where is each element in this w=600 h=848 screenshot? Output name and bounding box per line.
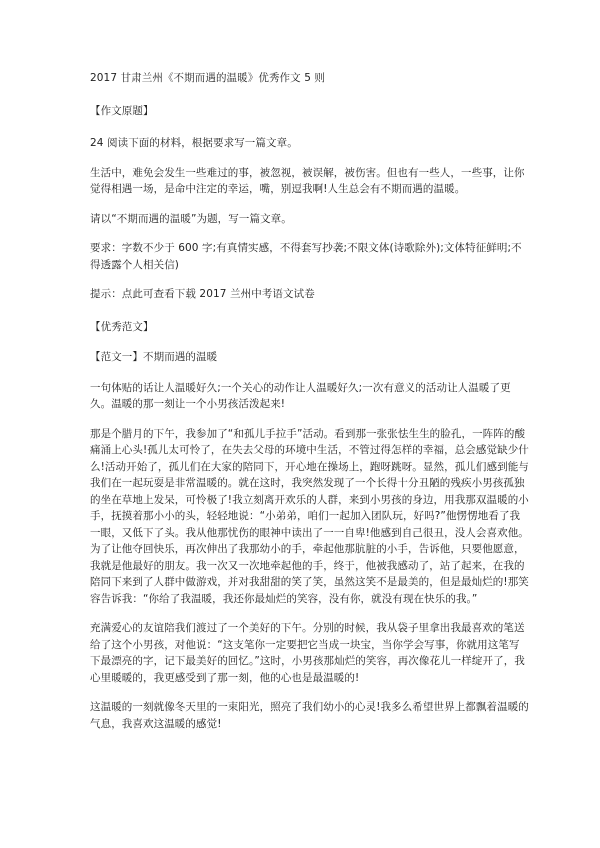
prompt-material: 生活中，难免会发生一些难过的事，被忽视，被误解，被伤害。但也有一些人，一些事，让你觉得相遇一场，是命中注定的幸运，嘴，别逗我啊!人生总会有不期而遇的温暖。 (90, 166, 525, 195)
document-title: 2017 甘肃兰州《不期而遇的温暖》优秀作文 5 则 (90, 72, 326, 84)
essay-paragraph-3: 充满爱心的友谊陪我们渡过了一个美好的下午。分别的时候，我从袋子里拿出我最喜欢的笔送给了这个小男孩，对他说：“这支笔你一定要把它当成一块宝，当你学会写事，你就用这笔写下最漂亮的字，记下最美好的回忆。”这时，小男孩那灿烂的笑容，再次像花儿一样绽开了，我心里暖暖的，我更感受到了那一刻，他的心也是最温暖的! (90, 622, 525, 684)
essay-paragraph-2: 那是个腊月的下午，我参加了“和孤儿手拉手”活动。看到那一张张怯生生的脸孔，一阵阵的酸痛涌上心头!孤儿太可怜了，在失去父母的环境中生活，不管过得怎样的幸福，总会感觉缺少什么!活动开始了，孤儿们在大家的陪同下，开心地在操场上，跑呀跳呀。显然，孤儿们感到能与我们在一起玩耍是非常温暖的。就在这时，我突然发现了一个长得十分丑陋的残疾小男孩孤独的坐在草地上发呆，可怜极了!我立刻离开欢乐的人群，来到小男孩的身边，用我那双温暖的小手，抚摸着那小小的头，轻轻地说：“小弟弟，咱们一起加入团队玩，好吗?”他愣愣地看了我一眼，又低下了头。我从他那忧伤的眼神中读出了一一自卑!他感到自己很丑，没人会喜欢他。为了让他夺回快乐，再次伸出了我那幼小的手，牵起他那肮脏的小手，告诉他，只要他愿意，我就是他最好的朋友。我一次又一次地牵起他的手，终于，他被我感动了，站了起来，在我的陪同下来到了人群中做游戏，并对我甜甜的笑了笑，虽然这笑不是最美的，但是最灿烂的!那笑容告诉我：“你给了我温暖，我还你最灿烂的笑容，没有你，就没有现在快乐的我。” (90, 427, 529, 605)
download-tip: 提示：点此可查看下载 2017 兰州中考语文试卷 (90, 288, 315, 300)
prompt-task: 请以“不期而遇的温暖”为题，写一篇文章。 (90, 212, 292, 225)
section-heading-prompt: 【作文原题】 (90, 104, 154, 117)
section-heading-essays: 【优秀范文】 (90, 320, 154, 333)
prompt-intro: 24 阅读下面的材料，根据要求写一篇文章。 (90, 137, 298, 149)
document-body (90, 70, 530, 732)
essay-paragraph-4: 这温暖的一刻就像冬天里的一束阳光，照亮了我们幼小的心灵!我多么希望世界上都飘着温暖的气息，我喜欢这温暖的感觉! (90, 701, 529, 730)
essay-heading: 【范文一】不期而遇的温暖 (90, 351, 218, 363)
essay-paragraph-1: 一句体贴的话让人温暖好久;一个关心的动作让人温暖好久;一次有意义的活动让人温暖了更久。温暖的那一刻让一个小男孩活泼起来! (90, 381, 511, 410)
prompt-requirements: 要求：字数不少于 600 字;有真情实感，不得套写抄袭;不限文体(诗歌除外);文体特征鲜明;不得透露个人相关信) (90, 242, 522, 271)
